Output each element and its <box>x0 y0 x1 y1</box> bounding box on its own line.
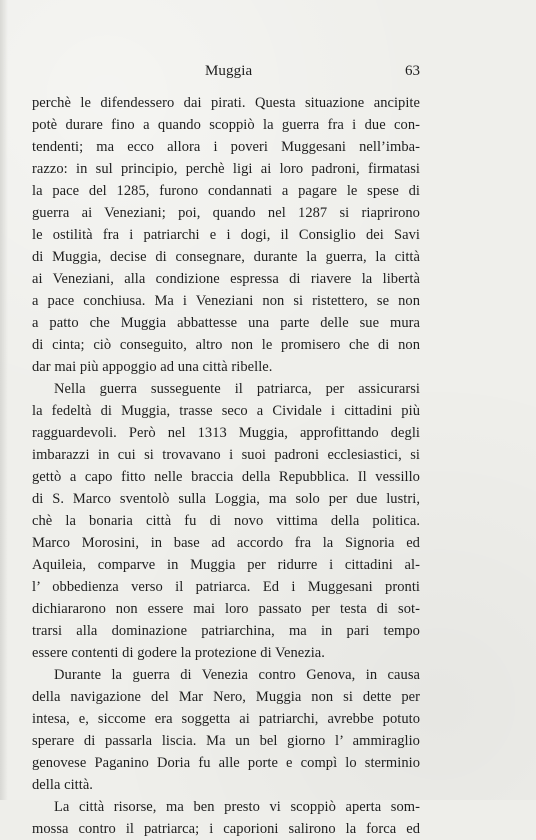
text-line: dichiararono non essere mai loro passato per testa di sot- <box>32 601 420 617</box>
paragraph-end-line: essere contenti di godere la protezione di Venezia. <box>32 645 325 661</box>
page-gutter-shadow <box>0 0 8 800</box>
text-line: Aquileia, comparve in Muggia per ridurre i cittadini al- <box>32 557 420 573</box>
paragraph-start-line: Nella guerra susseguente il patriarca, per assicurarsi <box>54 381 420 397</box>
text-line: intesa, e, siccome era soggetta ai patriarchi, avrebbe potuto <box>32 711 420 727</box>
text-line: mossa contro il patriarca; i caporioni salirono la forca ed <box>32 821 420 837</box>
text-line: genovese Paganino Doria fu alle porte e compì lo sterminio <box>32 755 420 771</box>
text-line: ai Veneziani, alla condizione espressa di riavere la libertà <box>32 271 420 287</box>
text-line: tendenti; ma ecco allora i poveri Muggesani nell’imba- <box>32 139 420 155</box>
text-line: le ostilità fra i patriarchi e i dogi, il Consiglio dei Savi <box>32 227 420 243</box>
paragraph-start-line: Durante la guerra di Venezia contro Genova, in causa <box>54 667 420 683</box>
text-line: razzo: in sul principio, perchè ligi ai loro padroni, firmatasi <box>32 161 420 177</box>
paragraph-start-line: La città risorse, ma ben presto vi scoppiò aperta som- <box>54 799 420 815</box>
text-line: la fedeltà di Muggia, trasse seco a Cividale i cittadini più <box>32 403 420 419</box>
text-line: a patto che Muggia abbattesse una parte delle sue mura <box>32 315 420 331</box>
text-line: di cinta; ciò conseguito, altro non le promisero che di non <box>32 337 420 353</box>
paragraph-end-line: dar mai più appoggio ad una città ribelle. <box>32 359 273 375</box>
text-line: di Muggia, decise di consegnare, durante la guerra, la città <box>32 249 420 265</box>
text-line: sperare di passarla liscia. Ma un bel giorno l’ ammiraglio <box>32 733 420 749</box>
text-line: guerra ai Veneziani; poi, quando nel 1287 si riaprirono <box>32 205 420 221</box>
text-line: imbarazzi in cui si trovavano i suoi padroni ecclesiastici, si <box>32 447 420 463</box>
text-line: chè la bonaria città fu di novo vittima della politica. <box>32 513 420 529</box>
text-line: ragguardevoli. Però nel 1313 Muggia, approfittando degli <box>32 425 420 441</box>
paragraph-end-line: della città. <box>32 777 93 793</box>
text-line: l’ obbedienza verso il patriarca. Ed i Muggesani pronti <box>32 579 420 595</box>
text-line: Marco Morosini, in base ad accordo fra la Signoria ed <box>32 535 420 551</box>
text-line: di S. Marco sventolò sulla Loggia, ma solo per due lustri, <box>32 491 420 507</box>
text-line: la pace del 1285, furono condannati a pagare le spese di <box>32 183 420 199</box>
text-line: della navigazione del Mar Nero, Muggia non si dette per <box>32 689 420 705</box>
text-line: perchè le difendessero dai pirati. Questa situazione ancipite <box>32 95 420 111</box>
text-line: gettò a capo fitto nelle braccia della Repubblica. Il vessillo <box>32 469 420 485</box>
text-line: a pace conchiusa. Ma i Veneziani non si ristettero, se non <box>32 293 420 309</box>
text-line: trarsi alla dominazione patriarchina, ma in pari tempo <box>32 623 420 639</box>
page-number: 63 <box>405 63 420 79</box>
running-head-title: Muggia <box>205 63 253 79</box>
running-head <box>0 61 536 81</box>
text-line: potè durare fino a quando scoppiò la guerra fra i due con- <box>32 117 420 133</box>
